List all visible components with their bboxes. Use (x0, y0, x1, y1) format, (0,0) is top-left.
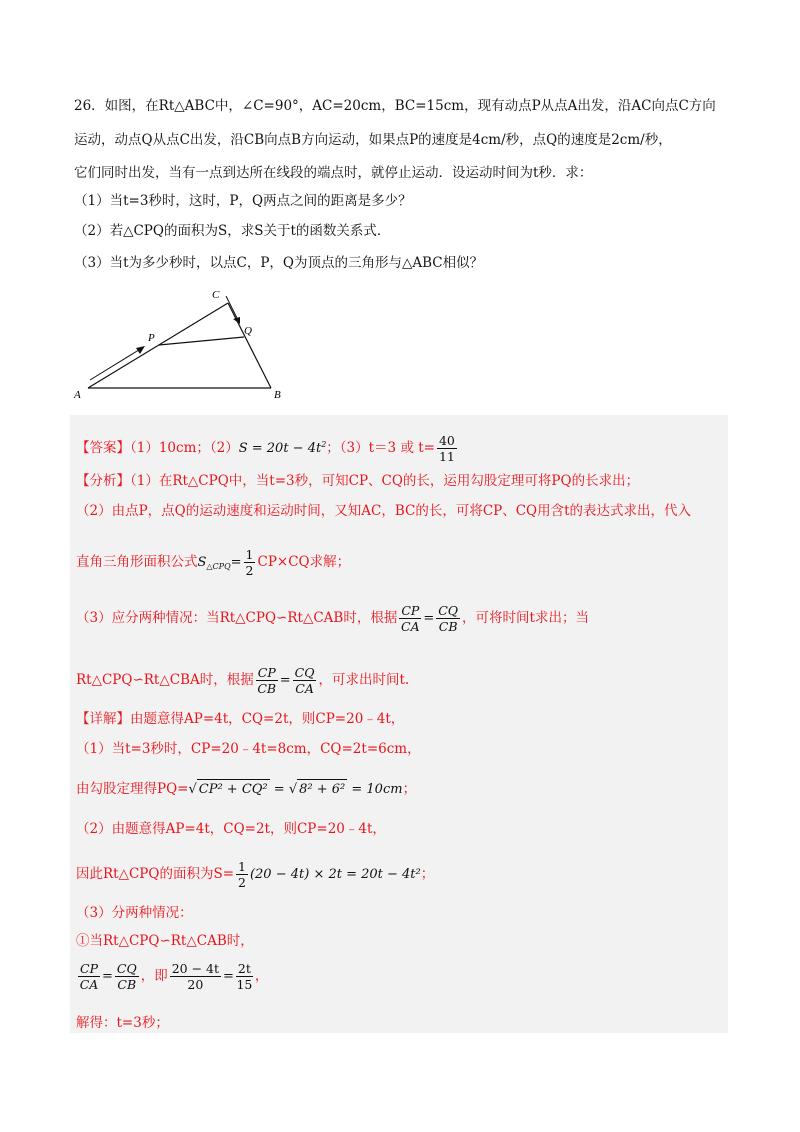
analysis-line-2: （2）由点P，点Q的运动速度和运动时间，又知AC，BC的长，可将CP、CQ用含t的表达式求出，代入 (76, 503, 692, 519)
analysis-tag: 【分析】 (76, 473, 130, 489)
answer-line: 【答案】（1）10cm；$(2)S = 20t - 4t^2$；（3）t＝3 或 t= $\frac{40}{11}$ (76, 433, 455, 464)
label-p: P (148, 332, 155, 344)
label-a: A (74, 389, 81, 401)
triangle-figure (68, 286, 300, 404)
detail-line-6: （3）分两种情况： (76, 905, 193, 921)
analysis-line-1: 【分析】（1）在Rt△CPQ中，当t=3秒，可知CP、CQ的长，运用勾股定理可将PQ的长求出； (76, 473, 640, 489)
label-q: Q (244, 325, 252, 337)
analysis-line-5: Rt△CPQ∽Rt△CBA时，根据 $\frac{CP}{CB}$ = $\frac{CQ}{CA}$ ，可求出时间t. (76, 665, 410, 696)
answer-tag: 【答案】 (76, 440, 130, 456)
detail-line-4: （2）由题意得AP=4t，CQ=2t，则CP=20﹣4t， (76, 821, 386, 837)
detail-tag: 【详解】 (76, 711, 130, 727)
label-b: B (274, 389, 281, 401)
answer-fraction: $\frac{40}{11}$ (438, 433, 455, 464)
detail-line-1: 【详解】由题意得AP=4t，CQ=2t，则CP=20﹣4t， (76, 711, 405, 727)
question-part-1: （1）当t=3秒时，这时，P，Q两点之间的距离是多少？ (74, 193, 412, 209)
answer-formula: $S = 20t - 4t^2$ (238, 440, 327, 456)
detail-line-8: $\frac{CP}{CA}$ = $\frac{CQ}{CB}$ ，即 $\frac{20 - 4t}{20}$ = $\frac{2t}{15}$ ， (79, 961, 269, 992)
solution-panel (70, 415, 728, 1033)
detail-line-7: ①当Rt△CPQ∽Rt△CAB时， (76, 933, 254, 949)
question-line-3: 它们同时出发，当有一点到达所在线段的端点时，就停止运动．设运动时间为t秒．求： (74, 165, 593, 181)
question-line-1: 26．如图，在Rt△ABC中，∠C=90°，AC=20cm，BC=15cm，现有动点P从点A出发，沿AC向点C方向 (74, 98, 716, 114)
analysis-line-4: （3）应分两种情况：当Rt△CPQ∽Rt△CAB时，根据 $\frac{CP}{CA}$ = $\frac{CQ}{CB}$ ，可将时间t求出；当 (76, 603, 589, 634)
detail-line-3: 由勾股定理得PQ=√ CP² + CQ² = √ 8² + 6² = 10cm； (76, 779, 416, 800)
detail-line-2: （1）当t=3秒时，CP=20﹣4t=8cm，CQ=2t=6cm， (76, 741, 421, 757)
detail-line-5: 因此Rt△CPQ的面积为S= $\frac{1}{2}$ (20 − 4t) × 2t = 20t − 4t²； (76, 859, 435, 890)
label-c: C (212, 289, 220, 301)
question-part-2: （2）若△CPQ的面积为S，求S关于t的函数关系式． (74, 223, 391, 239)
question-part-3: （3）当t为多少秒时，以点C，P，Q为顶点的三角形与△ABC相似？ (74, 255, 484, 271)
detail-line-9: 解得：t=3秒； (76, 1015, 169, 1031)
question-line-2: 运动，动点Q从点C出发，沿CB向点B方向运动，如果点P的速度是4cm/秒，点Q的速度是2cm/秒， (74, 132, 672, 148)
analysis-line-3: 直角三角形面积公式$S_{\triangle CPQ}=$ $\frac{1}{2}$ CP×CQ求解； (76, 547, 351, 578)
